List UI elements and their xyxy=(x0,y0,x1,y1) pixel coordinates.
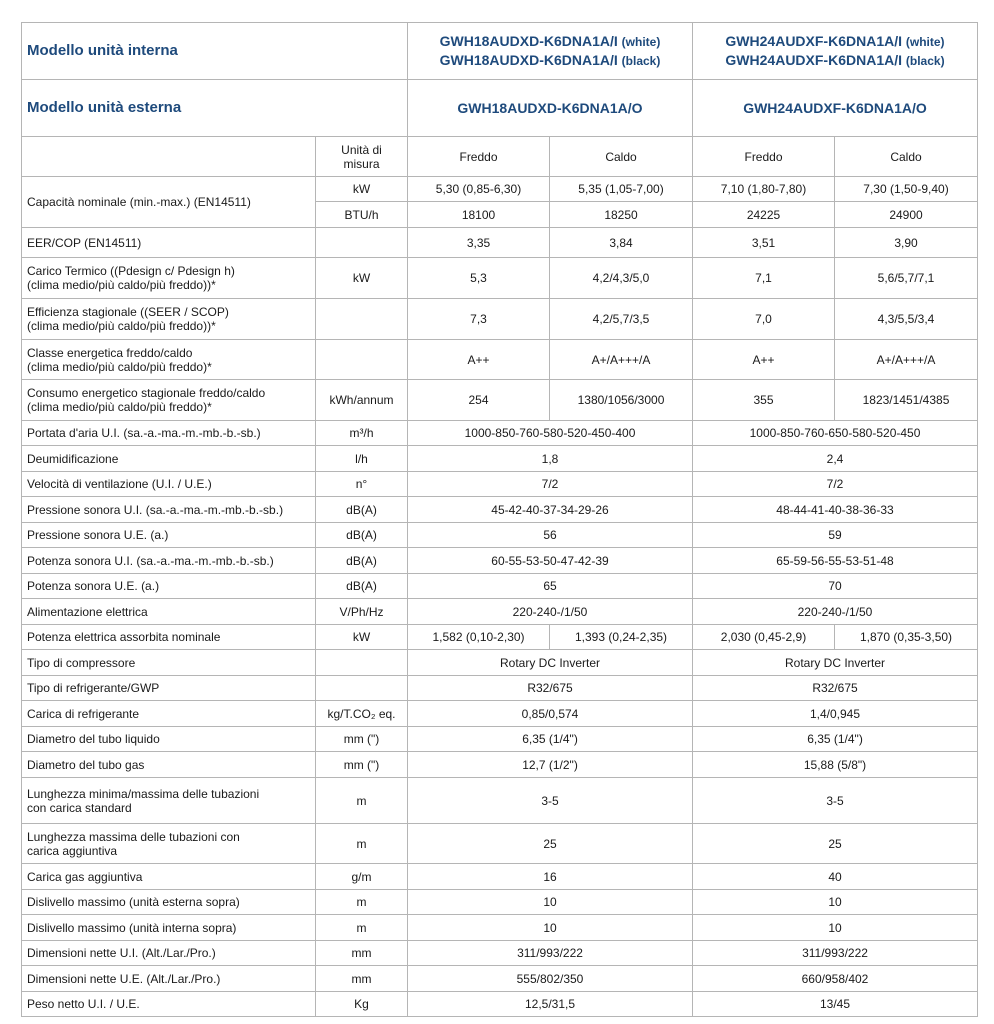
cell-value: 59 xyxy=(693,523,978,548)
cell-value: A+/A+++/A xyxy=(835,340,978,380)
row-unit: dB(A) xyxy=(316,548,408,574)
cell-value: 25 xyxy=(408,824,693,864)
cell-value: 0,85/0,574 xyxy=(408,701,693,727)
row-unit: kW xyxy=(316,177,408,202)
cell-value: 5,35 (1,05-7,00) xyxy=(550,177,693,202)
cell-value: 1,582 (0,10-2,30) xyxy=(408,625,550,650)
table-row-power-input xyxy=(22,625,978,650)
cell-value: 7,10 (1,80-7,80) xyxy=(693,177,835,202)
cell-value: 12,7 (1/2") xyxy=(408,752,693,778)
row-unit: kWh/annum xyxy=(316,380,408,421)
table-row-weight xyxy=(22,992,978,1017)
cell-value: 65 xyxy=(408,574,693,599)
cell-value: 220-240-/1/50 xyxy=(693,599,978,625)
row-unit xyxy=(316,228,408,258)
spec-table-wrapper xyxy=(21,22,978,1017)
cell-value: A+/A+++/A xyxy=(550,340,693,380)
cell-value: 60-55-53-50-47-42-39 xyxy=(408,548,693,574)
cell-value: 10 xyxy=(693,915,978,941)
header-indoor-row xyxy=(22,23,978,80)
cell-value: 7,1 xyxy=(693,258,835,299)
table-row-charge xyxy=(22,701,978,727)
row-label: Classe energetica freddo/caldo (clima medio/più caldo/più freddo)* xyxy=(22,340,316,380)
cell-value: 1823/1451/4385 xyxy=(835,380,978,421)
cell-value: 5,30 (0,85-6,30) xyxy=(408,177,550,202)
empty-header-cell xyxy=(22,137,316,177)
cell-value: 16 xyxy=(408,864,693,890)
cell-value: 1,8 xyxy=(408,446,693,472)
row-unit: m xyxy=(316,915,408,941)
mode-heat-24: Caldo xyxy=(835,137,978,177)
row-unit: dB(A) xyxy=(316,574,408,599)
table-row-eer-cop xyxy=(22,228,978,258)
cell-value: 311/993/222 xyxy=(408,941,693,966)
table-row-sound-power-ou xyxy=(22,574,978,599)
row-label: Tipo di refrigerante/GWP xyxy=(22,676,316,701)
row-unit: kW xyxy=(316,625,408,650)
cell-value: 1000-850-760-580-520-450-400 xyxy=(408,421,693,446)
cell-value: 12,5/31,5 xyxy=(408,992,693,1017)
cell-value: 18100 xyxy=(408,202,550,228)
spec-table xyxy=(21,22,978,1017)
cell-value: 254 xyxy=(408,380,550,421)
unit-header: Unità di misura xyxy=(316,137,408,177)
cell-value: 4,2/4,3/5,0 xyxy=(550,258,693,299)
table-row-compressor xyxy=(22,650,978,676)
row-unit: V/Ph/Hz xyxy=(316,599,408,625)
cell-value: 3,84 xyxy=(550,228,693,258)
row-label: Capacità nominale (min.-max.) (EN14511) xyxy=(22,177,316,228)
cell-value: 13/45 xyxy=(693,992,978,1017)
cell-value: 10 xyxy=(408,915,693,941)
row-label: Tipo di compressore xyxy=(22,650,316,676)
row-unit: m xyxy=(316,778,408,824)
outdoor-model-label: Modello unità esterna xyxy=(22,80,408,137)
row-label: Diametro del tubo liquido xyxy=(22,727,316,752)
table-row-seasonal-efficiency xyxy=(22,299,978,340)
cell-value: 24225 xyxy=(693,202,835,228)
cell-value: 4,3/5,5/3,4 xyxy=(835,299,978,340)
row-label: Lunghezza massima delle tubazioni con carica aggiuntiva xyxy=(22,824,316,864)
table-row-airflow xyxy=(22,421,978,446)
row-label: Dimensioni nette U.I. (Alt./Lar./Pro.) xyxy=(22,941,316,966)
row-label: Pressione sonora U.E. (a.) xyxy=(22,523,316,548)
cell-value: 3-5 xyxy=(693,778,978,824)
cell-value: Rotary DC Inverter xyxy=(408,650,693,676)
cell-value: 660/958/402 xyxy=(693,966,978,992)
table-row-sound-pressure-ou xyxy=(22,523,978,548)
row-label: Carica di refrigerante xyxy=(22,701,316,727)
cell-value: 10 xyxy=(693,890,978,915)
row-label: Consumo energetico stagionale freddo/caldo (clima medio/più caldo/più freddo)* xyxy=(22,380,316,421)
mode-heat-18: Caldo xyxy=(550,137,693,177)
indoor-model-24: GWH24AUDXF-K6DNA1A/I (white) GWH24AUDXF-K6DNA1A/I (black) xyxy=(693,23,978,80)
table-row-seasonal-consumption xyxy=(22,380,978,421)
cell-value: 5,3 xyxy=(408,258,550,299)
cell-value: 10 xyxy=(408,890,693,915)
row-label: Velocità di ventilazione (U.I. / U.E.) xyxy=(22,472,316,497)
row-unit: mm xyxy=(316,966,408,992)
table-row-sound-power-iu xyxy=(22,548,978,574)
cell-value: 2,4 xyxy=(693,446,978,472)
table-row-capacity-kw xyxy=(22,177,978,202)
outdoor-model-24: GWH24AUDXF-K6DNA1A/O xyxy=(693,80,978,137)
row-unit xyxy=(316,299,408,340)
table-row-thermal-load xyxy=(22,258,978,299)
row-label: Dislivello massimo (unità interna sopra) xyxy=(22,915,316,941)
row-label: Potenza sonora U.E. (a.) xyxy=(22,574,316,599)
cell-value: 40 xyxy=(693,864,978,890)
cell-value: 3-5 xyxy=(408,778,693,824)
table-row-fan-speed xyxy=(22,472,978,497)
cell-value: 220-240-/1/50 xyxy=(408,599,693,625)
cell-value: 70 xyxy=(693,574,978,599)
row-unit: mm (") xyxy=(316,752,408,778)
row-unit: kg/T.CO₂ eq. xyxy=(316,701,408,727)
cell-value: 18250 xyxy=(550,202,693,228)
row-unit: g/m xyxy=(316,864,408,890)
indoor-model-18: GWH18AUDXD-K6DNA1A/I (white) GWH18AUDXD-K6DNA1A/I (black) xyxy=(408,23,693,80)
row-label: Dimensioni nette U.E. (Alt./Lar./Pro.) xyxy=(22,966,316,992)
table-row-sound-pressure-iu xyxy=(22,497,978,523)
table-row-power-supply xyxy=(22,599,978,625)
cell-value: R32/675 xyxy=(408,676,693,701)
cell-value: 3,35 xyxy=(408,228,550,258)
cell-value: 555/802/350 xyxy=(408,966,693,992)
row-unit: kW xyxy=(316,258,408,299)
row-unit xyxy=(316,340,408,380)
row-label: Alimentazione elettrica xyxy=(22,599,316,625)
outdoor-model-18: GWH18AUDXD-K6DNA1A/O xyxy=(408,80,693,137)
row-label: EER/COP (EN14511) xyxy=(22,228,316,258)
mode-cool-24: Freddo xyxy=(693,137,835,177)
row-unit: dB(A) xyxy=(316,497,408,523)
cell-value: 6,35 (1/4") xyxy=(693,727,978,752)
row-unit: m xyxy=(316,890,408,915)
row-label: Lunghezza minima/massima delle tubazioni con carica standard xyxy=(22,778,316,824)
table-row-height-ou-above xyxy=(22,890,978,915)
row-label: Peso netto U.I. / U.E. xyxy=(22,992,316,1017)
cell-value: 48-44-41-40-38-36-33 xyxy=(693,497,978,523)
cell-value: R32/675 xyxy=(693,676,978,701)
row-unit: mm xyxy=(316,941,408,966)
row-label: Deumidificazione xyxy=(22,446,316,472)
row-unit: m xyxy=(316,824,408,864)
cell-value: 1,393 (0,24-2,35) xyxy=(550,625,693,650)
column-header-row xyxy=(22,137,978,177)
table-row-extra-gas xyxy=(22,864,978,890)
cell-value: 355 xyxy=(693,380,835,421)
cell-value: 7/2 xyxy=(408,472,693,497)
row-label: Pressione sonora U.I. (sa.-a.-ma.-m.-mb.-b.-sb.) xyxy=(22,497,316,523)
table-row-dim-iu xyxy=(22,941,978,966)
row-unit xyxy=(316,676,408,701)
cell-value: 4,2/5,7/3,5 xyxy=(550,299,693,340)
row-unit: Kg xyxy=(316,992,408,1017)
table-row-pipe-min-max xyxy=(22,778,978,824)
table-row-gas-pipe xyxy=(22,752,978,778)
table-row-refrigerant xyxy=(22,676,978,701)
row-label: Diametro del tubo gas xyxy=(22,752,316,778)
table-row-dehumidification xyxy=(22,446,978,472)
cell-value: 25 xyxy=(693,824,978,864)
row-unit: m³/h xyxy=(316,421,408,446)
cell-value: A++ xyxy=(693,340,835,380)
row-label: Potenza elettrica assorbita nominale xyxy=(22,625,316,650)
cell-value: 3,51 xyxy=(693,228,835,258)
row-label: Carica gas aggiuntiva xyxy=(22,864,316,890)
cell-value: 7,3 xyxy=(408,299,550,340)
cell-value: 311/993/222 xyxy=(693,941,978,966)
row-unit xyxy=(316,650,408,676)
cell-value: 7,0 xyxy=(693,299,835,340)
cell-value: 5,6/5,7/7,1 xyxy=(835,258,978,299)
cell-value: 1,4/0,945 xyxy=(693,701,978,727)
row-label: Carico Termico ((Pdesign c/ Pdesign h) (clima medio/più caldo/più freddo))* xyxy=(22,258,316,299)
row-unit: dB(A) xyxy=(316,523,408,548)
table-row-dim-ou xyxy=(22,966,978,992)
cell-value: 7,30 (1,50-9,40) xyxy=(835,177,978,202)
cell-value: 2,030 (0,45-2,9) xyxy=(693,625,835,650)
row-unit: BTU/h xyxy=(316,202,408,228)
mode-cool-18: Freddo xyxy=(408,137,550,177)
row-unit: l/h xyxy=(316,446,408,472)
table-row-liquid-pipe xyxy=(22,727,978,752)
indoor-model-label: Modello unità interna xyxy=(22,23,408,80)
cell-value: 65-59-56-55-53-51-48 xyxy=(693,548,978,574)
table-row-pipe-max-additional xyxy=(22,824,978,864)
cell-value: 1,870 (0,35-3,50) xyxy=(835,625,978,650)
header-outdoor-row xyxy=(22,80,978,137)
row-label: Dislivello massimo (unità esterna sopra) xyxy=(22,890,316,915)
cell-value: 1000-850-760-650-580-520-450 xyxy=(693,421,978,446)
cell-value: 15,88 (5/8") xyxy=(693,752,978,778)
row-label: Efficienza stagionale ((SEER / SCOP) (clima medio/più caldo/più freddo))* xyxy=(22,299,316,340)
cell-value: Rotary DC Inverter xyxy=(693,650,978,676)
cell-value: A++ xyxy=(408,340,550,380)
row-label: Portata d'aria U.I. (sa.-a.-ma.-m.-mb.-b.-sb.) xyxy=(22,421,316,446)
cell-value: 6,35 (1/4") xyxy=(408,727,693,752)
row-unit: n° xyxy=(316,472,408,497)
table-row-energy-class xyxy=(22,340,978,380)
cell-value: 56 xyxy=(408,523,693,548)
table-row-height-iu-above xyxy=(22,915,978,941)
cell-value: 7/2 xyxy=(693,472,978,497)
cell-value: 3,90 xyxy=(835,228,978,258)
cell-value: 45-42-40-37-34-29-26 xyxy=(408,497,693,523)
row-label: Potenza sonora U.I. (sa.-a.-ma.-m.-mb.-b.-sb.) xyxy=(22,548,316,574)
cell-value: 1380/1056/3000 xyxy=(550,380,693,421)
row-unit: mm (") xyxy=(316,727,408,752)
cell-value: 24900 xyxy=(835,202,978,228)
